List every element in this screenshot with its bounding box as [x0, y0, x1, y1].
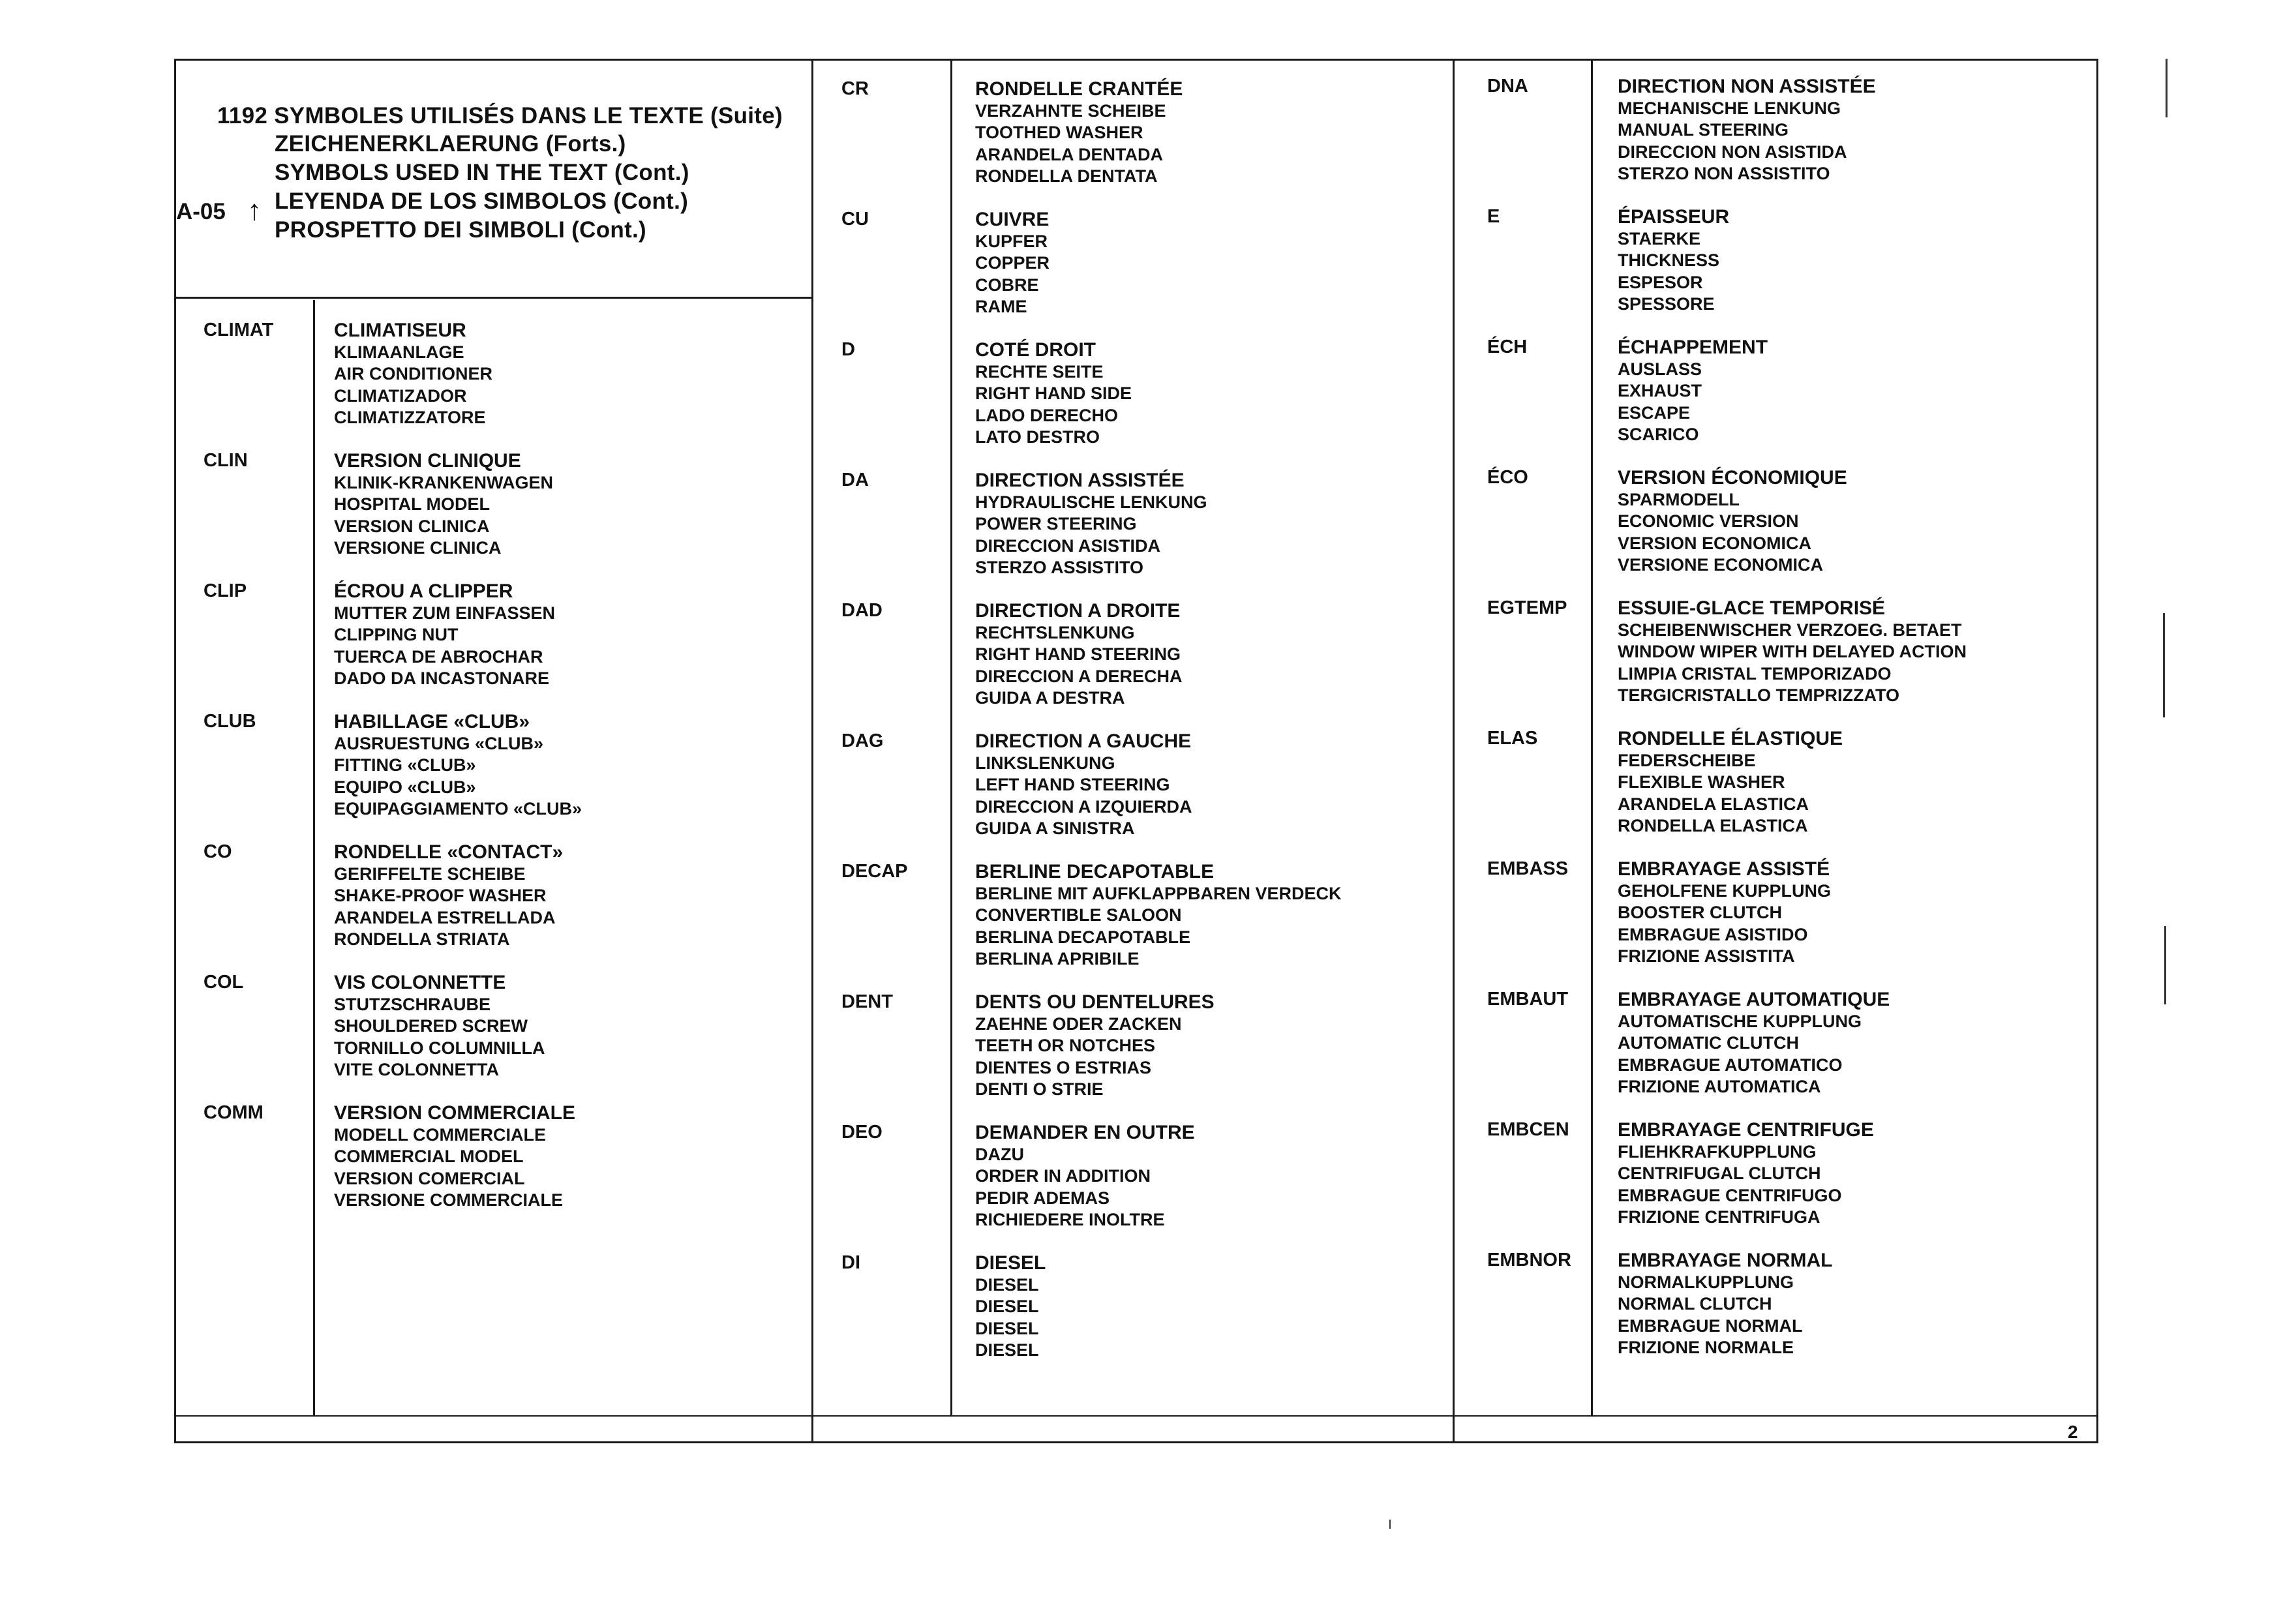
entry-term-fr: DIRECTION A GAUCHE [975, 730, 1192, 752]
entry-translations [334, 841, 563, 951]
entry-translation: DIRECCION NON ASISTIDA [1618, 142, 1847, 162]
entry-translation: GERIFFELTE SCHEIBE [334, 864, 526, 884]
entry-translation: SPESSORE [1618, 294, 1715, 314]
entry-translations [975, 1252, 1046, 1362]
entry-translation: DIENTES O ESTRIAS [975, 1057, 1152, 1077]
entry-translation: VERSION ECONOMICA [1618, 533, 1812, 553]
entry-translations [1618, 1250, 1833, 1359]
entry-code: EMBCEN [1487, 1119, 1569, 1140]
entry-translation: GEHOLFENE KUPPLUNG [1618, 880, 1832, 901]
entry-translation: ARANDELA ELASTICA [1618, 794, 1809, 814]
entry-translation: ORDER IN ADDITION [975, 1166, 1151, 1186]
entry-term-fr: DENTS OU DENTELURES [975, 991, 1215, 1013]
entry-code: CU [841, 209, 869, 230]
entry-term-fr: EMBRAYAGE AUTOMATIQUE [1618, 989, 1890, 1010]
entry-translation: COPPER [975, 253, 1050, 273]
col2-code-divider [950, 59, 952, 1415]
entry-term-fr: DIRECTION NON ASSISTÉE [1618, 76, 1876, 97]
entry-translation: STAERKE [1618, 228, 1701, 248]
entry-translation: DIRECCION A IZQUIERDA [975, 796, 1192, 817]
entry-code: EMBAUT [1487, 989, 1569, 1010]
entry-code: DNA [1487, 76, 1528, 97]
entry-code: CLIP [204, 580, 247, 601]
entry-code: CLUB [204, 711, 256, 732]
entry-translation: AUSRUESTUNG «CLUB» [334, 733, 544, 753]
entry-translation: LADO DERECHO [975, 405, 1119, 425]
entry-translations [1618, 337, 1768, 446]
entry-translation: VERSION CLINICA [334, 516, 490, 536]
entry-translation: CONVERTIBLE SALOON [975, 905, 1182, 925]
entry-term-fr: HABILLAGE «CLUB» [334, 711, 530, 732]
entry-translations [334, 972, 545, 1081]
entry-translation: STERZO ASSISTITO [975, 558, 1144, 577]
entry-translation: BERLINA DECAPOTABLE [975, 927, 1190, 947]
entry-code: DECAP [841, 861, 908, 882]
entry-translation: DADO DA INCASTONARE [334, 668, 550, 688]
entry-translation: SHAKE-PROOF WASHER [334, 886, 547, 905]
entry-code: DA [841, 470, 869, 490]
entry-translation: DAZU [975, 1144, 1024, 1164]
entry-translation: RONDELLA DENTATA [975, 166, 1158, 186]
entry-translation: BERLINE MIT AUFKLAPPBAREN VERDECK [975, 883, 1342, 903]
entry-translation: FLEXIBLE WASHER [1618, 772, 1785, 792]
entry-translations [975, 600, 1183, 710]
entry-translation: DIESEL [975, 1340, 1039, 1360]
col1-code-divider [313, 300, 315, 1415]
entry-translation: TOOTHED WASHER [975, 123, 1143, 142]
up-arrow-icon: ↑ [247, 194, 262, 226]
entry-translation: RONDELLA ELASTICA [1618, 816, 1808, 835]
entry-translation: ESCAPE [1618, 402, 1691, 423]
entry-code: COMM [204, 1102, 264, 1123]
entry-translations [1618, 467, 1847, 577]
entry-translation: AUTOMATISCHE KUPPLUNG [1618, 1011, 1862, 1031]
entry-translations [1618, 76, 1876, 185]
entry-translation: MANUAL STEERING [1618, 120, 1789, 140]
entry-translation: FRIZIONE ASSISTITA [1618, 946, 1795, 966]
entry-translation: EXHAUST [1618, 381, 1702, 400]
entry-translations [975, 991, 1215, 1101]
entry-translations [1618, 206, 1729, 316]
entry-term-fr: DIESEL [975, 1252, 1046, 1274]
entry-translation: CLIMATIZZATORE [334, 408, 486, 427]
entry-translation: ARANDELA DENTADA [975, 144, 1163, 164]
entry-translations [975, 470, 1207, 579]
entry-translation: MECHANISCHE LENKUNG [1618, 98, 1841, 118]
entry-translation: ZAEHNE ODER ZACKEN [975, 1014, 1182, 1034]
scan-mark [2164, 926, 2166, 1004]
col1-col2-divider [811, 59, 813, 1443]
entry-translation: BOOSTER CLUTCH [1618, 903, 1782, 922]
entry-translation: VERSIONE COMMERCIALE [334, 1190, 564, 1210]
entry-term-fr: VERSION ÉCONOMIQUE [1618, 467, 1847, 488]
entry-translation: ARANDELA ESTRELLADA [334, 907, 556, 927]
entry-term-fr: RONDELLE «CONTACT» [334, 841, 564, 863]
entry-code: CLIN [204, 450, 248, 471]
entry-term-fr: DEMANDER EN OUTRE [975, 1122, 1195, 1143]
entry-translations [334, 711, 582, 820]
entry-translations [1618, 728, 1843, 837]
header-title-de: ZEICHENERKLAERUNG (Forts.) [275, 131, 626, 157]
entry-code: COL [204, 972, 244, 993]
entry-code: DAD [841, 600, 883, 621]
entry-translation: ESPESOR [1618, 272, 1703, 292]
entry-translation: TUERCA DE ABROCHAR [334, 646, 543, 667]
entry-translation: TERGICRISTALLO TEMPRIZZATO [1618, 685, 1899, 705]
header-title-it: PROSPETTO DEI SIMBOLI (Cont.) [275, 217, 646, 243]
entry-translation: WINDOW WIPER WITH DELAYED ACTION [1618, 642, 1967, 661]
entry-translation: DIRECCION ASISTIDA [975, 535, 1161, 556]
entry-translation: RICHIEDERE INOLTRE [975, 1210, 1165, 1229]
entry-translation: EMBRAGUE AUTOMATICO [1618, 1055, 1843, 1075]
entry-translation: PEDIR ADEMAS [975, 1188, 1110, 1208]
col2-col3-divider [1453, 59, 1455, 1443]
entry-term-fr: RONDELLE ÉLASTIQUE [1618, 728, 1843, 749]
entry-translations [334, 450, 553, 560]
entry-translations [975, 730, 1192, 840]
entry-code: EMBASS [1487, 858, 1569, 879]
entry-translation: RAME [975, 297, 1027, 316]
entry-term-fr: EMBRAYAGE NORMAL [1618, 1250, 1833, 1271]
entry-translation: VERSION COMERCIAL [334, 1168, 525, 1188]
entry-translation: AIR CONDITIONER [334, 364, 492, 383]
entry-translation: DIESEL [975, 1318, 1039, 1338]
entry-translation: CLIMATIZADOR [334, 385, 467, 406]
entry-translation: FITTING «CLUB» [334, 755, 476, 775]
entry-term-fr: ÉPAISSEUR [1618, 206, 1730, 228]
frame-bottom-border [174, 1441, 2098, 1443]
entry-translation: POWER STEERING [975, 514, 1137, 533]
entry-translation: GUIDA A SINISTRA [975, 819, 1135, 838]
entry-translation: RECHTSLENKUNG [975, 622, 1135, 642]
entry-translations [975, 209, 1050, 318]
entry-code: D [841, 339, 855, 360]
entry-translation: KLIMAANLAGE [334, 342, 464, 362]
entry-translation: SHOULDERED SCREW [334, 1016, 528, 1036]
entry-translation: FRIZIONE AUTOMATICA [1618, 1077, 1821, 1096]
entry-translations [1618, 989, 1890, 1098]
entry-translation: FRIZIONE NORMALE [1618, 1338, 1794, 1357]
entry-code: ÉCH [1487, 337, 1528, 357]
entry-term-fr: EMBRAYAGE CENTRIFUGE [1618, 1119, 1874, 1141]
entry-translation: TORNILLO COLUMNILLA [334, 1038, 545, 1058]
header-title-es: LEYENDA DE LOS SIMBOLOS (Cont.) [275, 188, 689, 214]
entry-translations [334, 580, 555, 690]
entry-translation: MODELL COMMERCIALE [334, 1124, 546, 1145]
entry-translation: COBRE [975, 275, 1039, 295]
entry-translation: LEFT HAND STEERING [975, 775, 1170, 794]
entry-term-fr: ÉCROU A CLIPPER [334, 580, 513, 602]
entry-term-fr: DIRECTION A DROITE [975, 600, 1181, 622]
entry-translation: BERLINA APRIBILE [975, 949, 1140, 969]
entry-translation: HYDRAULISCHE LENKUNG [975, 492, 1207, 512]
entry-translation: NORMALKUPPLUNG [1618, 1272, 1794, 1292]
entry-translation: ECONOMIC VERSION [1618, 511, 1799, 531]
entry-translation: HOSPITAL MODEL [334, 494, 491, 514]
entry-translations [1618, 858, 1831, 968]
header-title-fr: 1192 SYMBOLES UTILISÉS DANS LE TEXTE (Suite) [217, 103, 783, 128]
entry-translation: SCARICO [1618, 425, 1699, 444]
entry-translation: EQUIPAGGIAMENTO «CLUB» [334, 799, 582, 819]
entry-translation: STUTZSCHRAUBE [334, 994, 491, 1014]
entry-translation: VERZAHNTE SCHEIBE [975, 100, 1166, 121]
entry-translation: DIRECCION A DERECHA [975, 666, 1183, 686]
entry-code: ELAS [1487, 728, 1538, 749]
entry-term-fr: CUIVRE [975, 209, 1050, 230]
scan-mark [2163, 613, 2165, 717]
entry-code: EGTEMP [1487, 597, 1567, 618]
entry-translation: FRIZIONE CENTRIFUGA [1618, 1207, 1820, 1227]
page-ref-code: A-05 [176, 199, 226, 224]
footer-divider [174, 1415, 2098, 1417]
entry-translation: CLIPPING NUT [334, 625, 459, 644]
entry-translation: EMBRAGUE NORMAL [1618, 1315, 1803, 1336]
entry-translation: COMMERCIAL MODEL [334, 1147, 524, 1166]
entry-code: CLIMAT [204, 320, 274, 340]
entry-code: E [1487, 206, 1500, 227]
entry-translation: RIGHT HAND SIDE [975, 383, 1132, 403]
entry-translation: THICKNESS [1618, 250, 1720, 270]
entry-term-fr: ESSUIE-GLACE TEMPORISÉ [1618, 597, 1886, 619]
entry-translation: GUIDA A DESTRA [975, 688, 1125, 708]
entry-translation: NORMAL CLUTCH [1618, 1294, 1772, 1314]
entry-translation: SCHEIBENWISCHER VERZOEG. BETAET [1618, 620, 1962, 640]
entry-translations [975, 1122, 1195, 1231]
entry-translation: RECHTE SEITE [975, 361, 1104, 382]
entry-code: CR [841, 78, 869, 99]
entry-translations [1618, 1119, 1874, 1229]
entry-term-fr: VERSION CLINIQUE [334, 450, 521, 472]
entry-translations [975, 861, 1342, 970]
entry-term-fr: VERSION COMMERCIALE [334, 1102, 576, 1124]
entry-translation: DIESEL [975, 1274, 1039, 1295]
entry-translation: LINKSLENKUNG [975, 753, 1115, 773]
entry-translation: CENTRIFUGAL CLUTCH [1618, 1164, 1821, 1183]
header-block [174, 59, 811, 293]
entry-term-fr: VIS COLONNETTE [334, 972, 506, 993]
entry-code: EMBNOR [1487, 1250, 1571, 1270]
entry-translation: MUTTER ZUM EINFASSEN [334, 603, 556, 623]
entry-translation: EMBRAGUE CENTRIFUGO [1618, 1185, 1842, 1205]
entry-translation: SPARMODELL [1618, 489, 1740, 509]
header-divider [174, 297, 811, 299]
entry-term-fr: BERLINE DECAPOTABLE [975, 861, 1215, 882]
entry-translations [975, 339, 1132, 449]
entry-code: ÉCO [1487, 467, 1528, 488]
entry-translations [1618, 597, 1967, 707]
entry-code: CO [204, 841, 232, 862]
entry-term-fr: DIRECTION ASSISTÉE [975, 470, 1185, 491]
entry-translation: KUPFER [975, 231, 1048, 251]
col3-code-divider [1591, 59, 1593, 1415]
entry-translation: VITE COLONNETTA [334, 1060, 499, 1079]
entry-term-fr: CLIMATISEUR [334, 320, 466, 341]
entry-translation: FLIEHKRAFKUPPLUNG [1618, 1141, 1817, 1162]
entry-translations [975, 78, 1183, 188]
frame-right-border [2096, 59, 2098, 1443]
entry-translation: FEDERSCHEIBE [1618, 750, 1756, 770]
entry-term-fr: EMBRAYAGE ASSISTÉ [1618, 858, 1830, 880]
entry-translation: LIMPIA CRISTAL TEMPORIZADO [1618, 663, 1892, 683]
entry-translation: DENTI O STRIE [975, 1079, 1104, 1099]
header-title-en: SYMBOLS USED IN THE TEXT (Cont.) [275, 160, 689, 185]
entry-translations [334, 320, 492, 429]
entry-translation: VERSIONE ECONOMICA [1618, 555, 1824, 575]
entry-code: DENT [841, 991, 893, 1012]
page-number: 2 [2068, 1422, 2078, 1442]
entry-translation: EQUIPO «CLUB» [334, 777, 476, 797]
entry-translations [334, 1102, 575, 1212]
entry-translation: AUTOMATIC CLUTCH [1618, 1033, 1799, 1053]
entry-translation: TEETH OR NOTCHES [975, 1036, 1156, 1055]
entry-code: DI [841, 1252, 860, 1273]
scan-mark [1389, 1520, 1391, 1529]
entry-translation: LATO DESTRO [975, 427, 1100, 447]
entry-translation: RONDELLA STRIATA [334, 929, 510, 949]
entry-term-fr: ÉCHAPPEMENT [1618, 337, 1768, 358]
entry-term-fr: COTÉ DROIT [975, 339, 1096, 361]
entry-code: DEO [841, 1122, 883, 1143]
entry-term-fr: RONDELLE CRANTÉE [975, 78, 1183, 100]
entry-translation: AUSLASS [1618, 359, 1702, 379]
entry-code: DAG [841, 730, 884, 751]
scan-mark [2166, 59, 2168, 117]
entry-translation: EMBRAGUE ASISTIDO [1618, 924, 1808, 944]
entry-translation: KLINIK-KRANKENWAGEN [334, 472, 553, 492]
entry-translation: RIGHT HAND STEERING [975, 644, 1181, 664]
entry-translation: VERSIONE CLINICA [334, 538, 502, 558]
entry-translation: DIESEL [975, 1297, 1039, 1316]
entry-translation: STERZO NON ASSISTITO [1618, 164, 1830, 183]
